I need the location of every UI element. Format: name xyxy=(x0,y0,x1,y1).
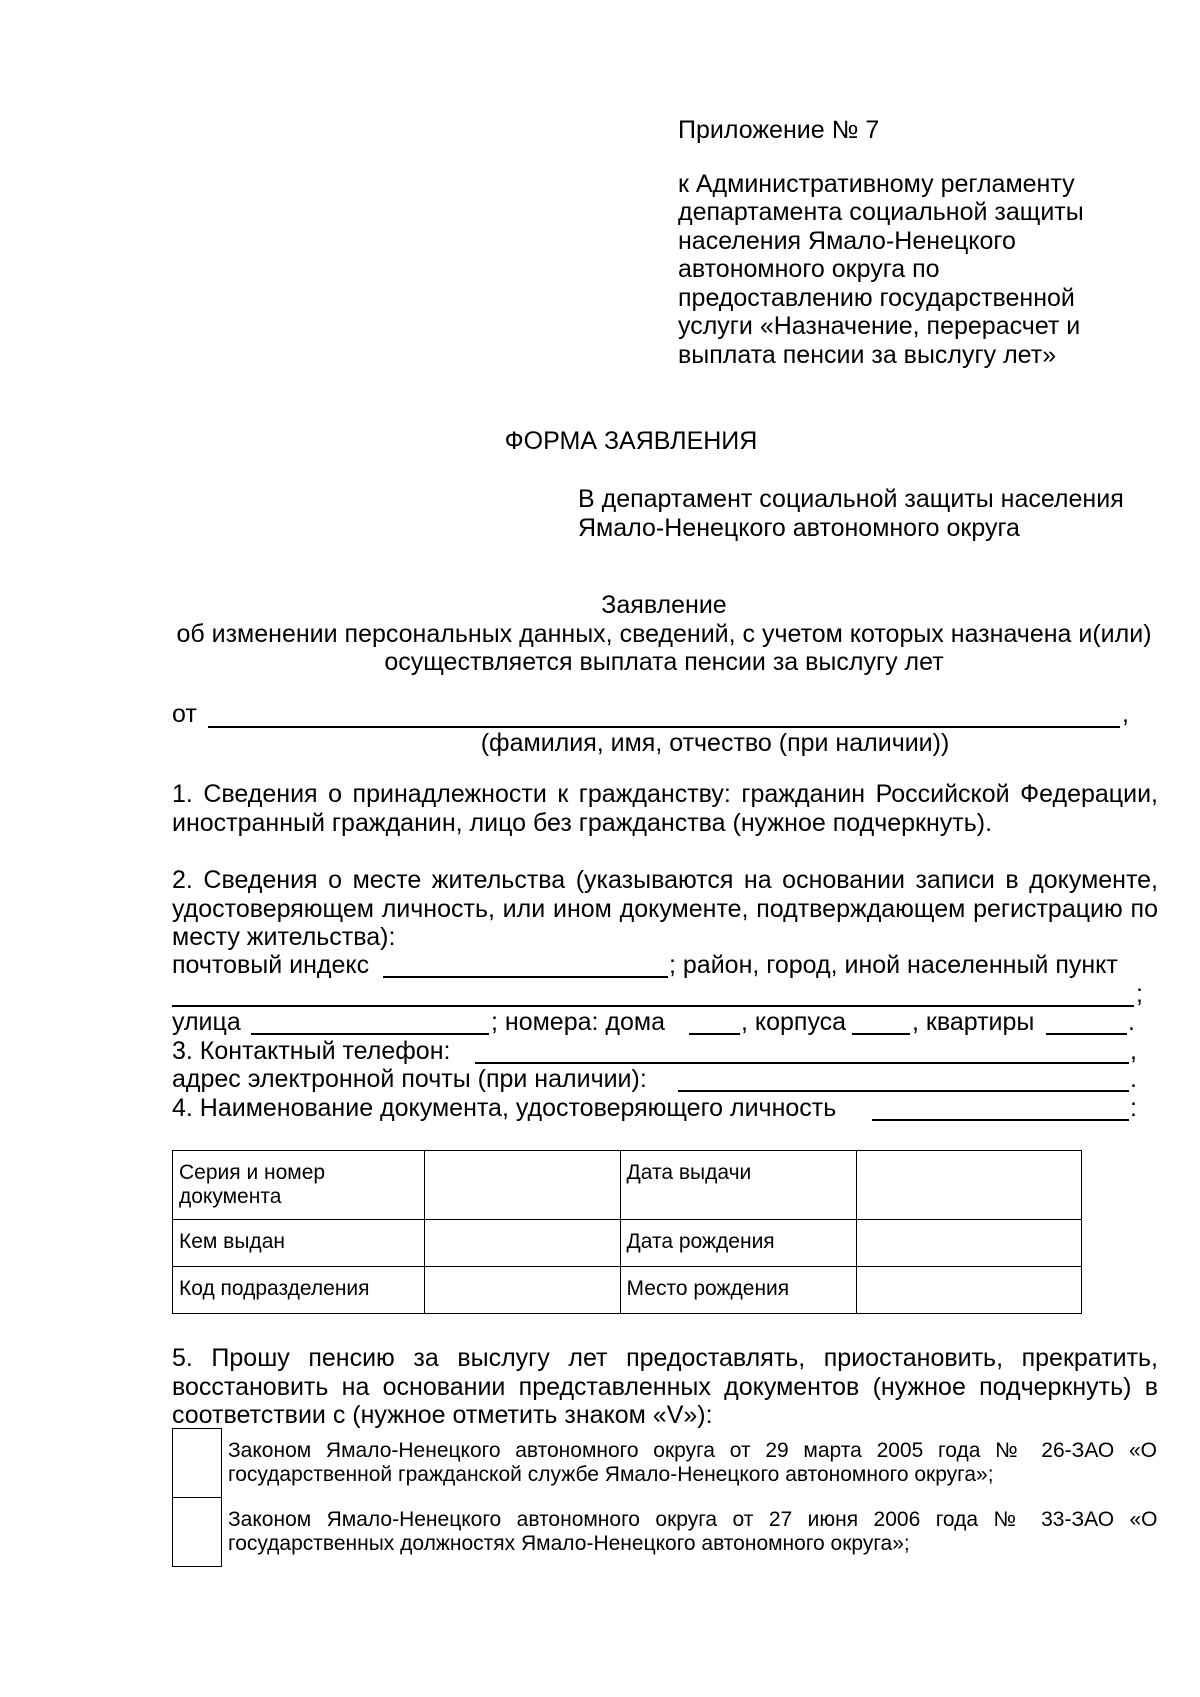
street-field[interactable] xyxy=(251,1033,489,1035)
annex-number: Приложение № 7 xyxy=(678,116,880,144)
section-residence: 2. Сведения о месте жительства (указываются на основании записи в документе, удостоверяющем личность, или ином документе, подтверждающем регистрацию по месту жительства): xyxy=(172,866,1158,951)
email-end: . xyxy=(1130,1065,1137,1093)
identity-doc-row xyxy=(172,1094,1158,1123)
application-heading xyxy=(170,591,1158,677)
applicant-name-field[interactable] xyxy=(208,726,1120,728)
birth-date-cell[interactable] xyxy=(857,1220,1082,1267)
table-label-cell: Серия и номер документа xyxy=(173,1151,425,1220)
phone-label: 3. Контактный телефон: xyxy=(172,1037,451,1065)
table-label-cell: Дата выдачи xyxy=(620,1151,857,1220)
apartment-field[interactable] xyxy=(1046,1033,1127,1035)
postal-label: почтовый индекс xyxy=(172,951,370,979)
phone-end: , xyxy=(1130,1037,1137,1065)
law-option xyxy=(173,1429,1158,1498)
street-label: улица xyxy=(172,1008,241,1036)
house-label: ; номера: дома xyxy=(491,1008,665,1036)
locality-row xyxy=(172,980,1158,1009)
table-label-cell: Код подразделения xyxy=(173,1267,425,1314)
application-subtitle: об изменении персональных данных, сведений, с учетом которых назначена и(или) осуществляется выплата пенсии за выслугу лет xyxy=(176,619,1152,676)
from-hint-text: (фамилия, имя, отчество (при наличии)) xyxy=(480,729,950,757)
law-checkbox[interactable] xyxy=(173,1498,222,1567)
locality-end: ; xyxy=(1136,980,1143,1008)
section-citizenship: 1. Сведения о принадлежности к гражданству: гражданин Российской Федерации, иностранный гражданин, лицо без гражданства (нужное подчеркнуть). xyxy=(172,780,1158,837)
street-row-end: . xyxy=(1128,1008,1135,1036)
division-code-cell[interactable] xyxy=(424,1267,620,1314)
phone-row xyxy=(172,1037,1158,1066)
doc-series-number-cell[interactable] xyxy=(424,1151,620,1220)
annex-description: к Административному регламенту департамента социальной защиты населения Ямало-Ненецкого автономного округа по предоставлению государственной услуги «Назначение, перерасчет и выплата пенсии за выслугу лет» xyxy=(678,169,1084,369)
from-label: от xyxy=(172,700,197,728)
table-label-cell: Кем выдан xyxy=(173,1220,425,1267)
section-request: 5. Прошу пенсию за выслугу лет предоставлять, приостановить, прекратить, восстановить на основании представленных документов (нужное подчеркнуть) в соответствии с (нужное отметить знаком «V»): xyxy=(172,1344,1158,1429)
law-checkbox[interactable] xyxy=(173,1429,222,1498)
identity-doc-end: : xyxy=(1130,1094,1137,1122)
building-field[interactable] xyxy=(852,1033,910,1035)
form-title xyxy=(0,427,1200,455)
table-label-cell: Дата рождения xyxy=(620,1220,857,1267)
building-label: , корпуса xyxy=(741,1008,847,1036)
email-row xyxy=(172,1065,1158,1094)
postal-row xyxy=(172,951,1158,980)
email-label: адрес электронной почты (при наличии): xyxy=(172,1065,647,1093)
laws-checklist xyxy=(172,1428,1158,1567)
table-row xyxy=(173,1151,1082,1220)
house-field[interactable] xyxy=(689,1033,740,1035)
issue-date-cell[interactable] xyxy=(857,1151,1082,1220)
street-row xyxy=(172,1008,1158,1037)
table-label-cell: Место рождения xyxy=(620,1267,857,1314)
form-title-text: ФОРМА ЗАЯВЛЕНИЯ xyxy=(504,427,758,455)
phone-field[interactable] xyxy=(475,1062,1129,1064)
law-text: Законом Ямало-Ненецкого автономного округа от 29 марта 2005 года № 26-ЗАО «О государственной гражданской службе Ямало-Ненецкого автономного округа»; xyxy=(228,1438,1157,1486)
locality-label: ; район, город, иной населенный пункт xyxy=(669,951,1118,979)
identity-doc-table xyxy=(172,1150,1082,1314)
identity-doc-field[interactable] xyxy=(872,1119,1129,1121)
law-text: Законом Ямало-Ненецкого автономного округа от 27 июня 2006 года № 33-ЗАО «О государственных должностях Ямало-Ненецкого автономного округа»; xyxy=(228,1507,1158,1555)
table-row xyxy=(173,1267,1082,1314)
from-end: , xyxy=(1122,700,1129,728)
annex-block xyxy=(678,116,1138,369)
from-hint xyxy=(172,729,1158,757)
locality-field[interactable] xyxy=(172,1005,1134,1007)
apartment-label: , квартиры xyxy=(912,1008,1035,1036)
postal-code-field[interactable] xyxy=(383,976,668,978)
identity-doc-label: 4. Наименование документа, удостоверяющего личность xyxy=(172,1094,837,1122)
law-option xyxy=(173,1498,1158,1567)
email-field[interactable] xyxy=(678,1090,1129,1092)
addressee: В департамент социальной защиты населения Ямало-Ненецкого автономного округа xyxy=(578,485,1124,542)
application-title: Заявление xyxy=(601,591,727,619)
table-row xyxy=(173,1220,1082,1267)
birth-place-cell[interactable] xyxy=(857,1267,1082,1314)
from-row xyxy=(172,700,1158,728)
issued-by-cell[interactable] xyxy=(424,1220,620,1267)
